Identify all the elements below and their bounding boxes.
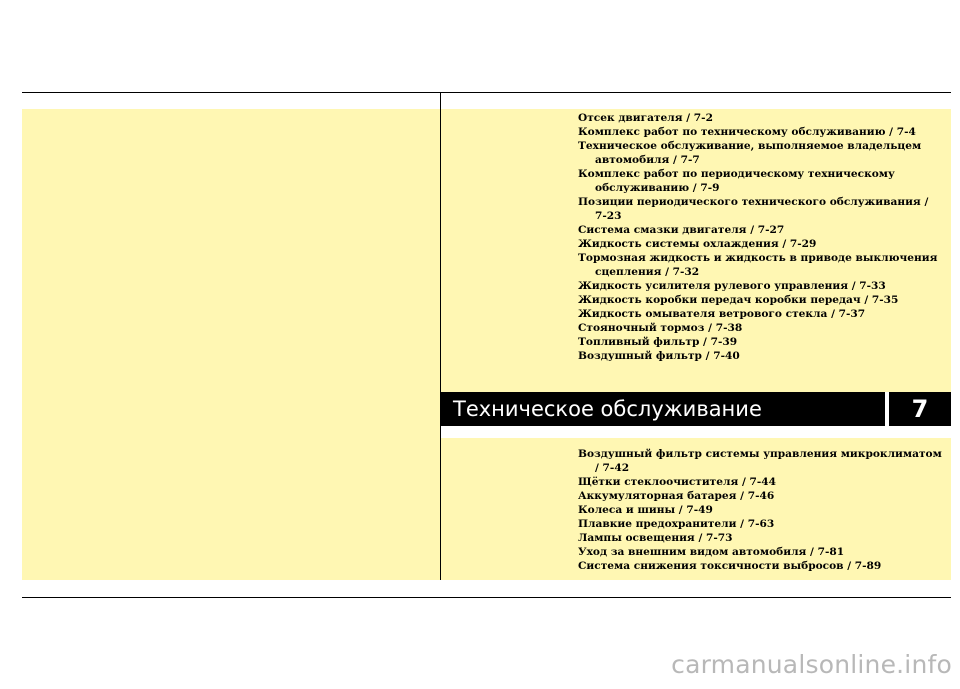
toc-item[interactable]: Жидкость системы охлаждения / 7-29 <box>578 238 817 250</box>
toc-item[interactable]: Колеса и шины / 7-49 <box>578 504 713 516</box>
toc-item[interactable]: Уход за внешним видом автомобиля / 7-81 <box>578 546 845 558</box>
toc-item[interactable]: Щётки стеклоочистителя / 7-44 <box>578 476 777 488</box>
left-yellow-panel <box>22 109 440 580</box>
watermark-text: carmanualsonline.info <box>671 650 952 679</box>
toc-item[interactable]: Тормозная жидкость и жидкость в приводе выключения сцепления / 7-32 <box>578 252 938 278</box>
chapter-title: Техническое обслуживание <box>453 397 762 421</box>
top-rule <box>22 92 951 93</box>
toc-item[interactable]: Жидкость омывателя ветрового стекла / 7-37 <box>578 308 866 320</box>
column-divider <box>440 92 441 580</box>
toc-item[interactable]: Жидкость усилителя рулевого управления / 7-33 <box>578 280 886 292</box>
toc-item[interactable]: Аккумуляторная батарея / 7-46 <box>578 490 775 502</box>
chapter-number-badge: 7 <box>889 392 951 426</box>
toc-item[interactable]: Комплекс работ по техническому обслуживанию / 7-4 <box>578 126 916 138</box>
toc-list-top <box>578 111 943 363</box>
toc-item[interactable]: Стояночный тормоз / 7-38 <box>578 322 743 334</box>
toc-item[interactable]: Отсек двигателя / 7-2 <box>578 112 713 124</box>
toc-item[interactable]: Воздушный фильтр / 7-40 <box>578 350 740 362</box>
toc-item[interactable]: Система смазки двигателя / 7-27 <box>578 224 785 236</box>
toc-item[interactable]: Система снижения токсичности выбросов / 7-89 <box>578 560 882 572</box>
toc-item[interactable]: Комплекс работ по периодическому техническому обслуживанию / 7-9 <box>578 168 895 194</box>
toc-item[interactable]: Техническое обслуживание, выполняемое владельцем автомобиля / 7-7 <box>578 140 922 166</box>
toc-item[interactable]: Жидкость коробки передач коробки передач / 7-35 <box>578 294 899 306</box>
toc-item[interactable]: Воздушный фильтр системы управления микроклиматом / 7-42 <box>578 448 942 474</box>
toc-item[interactable]: Лампы освещения / 7-73 <box>578 532 733 544</box>
toc-item[interactable]: Позиции периодического технического обслуживания / 7-23 <box>578 196 929 222</box>
toc-list-bottom <box>578 447 943 573</box>
bottom-rule <box>22 597 951 598</box>
toc-item[interactable]: Топливный фильтр / 7-39 <box>578 336 738 348</box>
toc-item[interactable]: Плавкие предохранители / 7-63 <box>578 518 775 530</box>
